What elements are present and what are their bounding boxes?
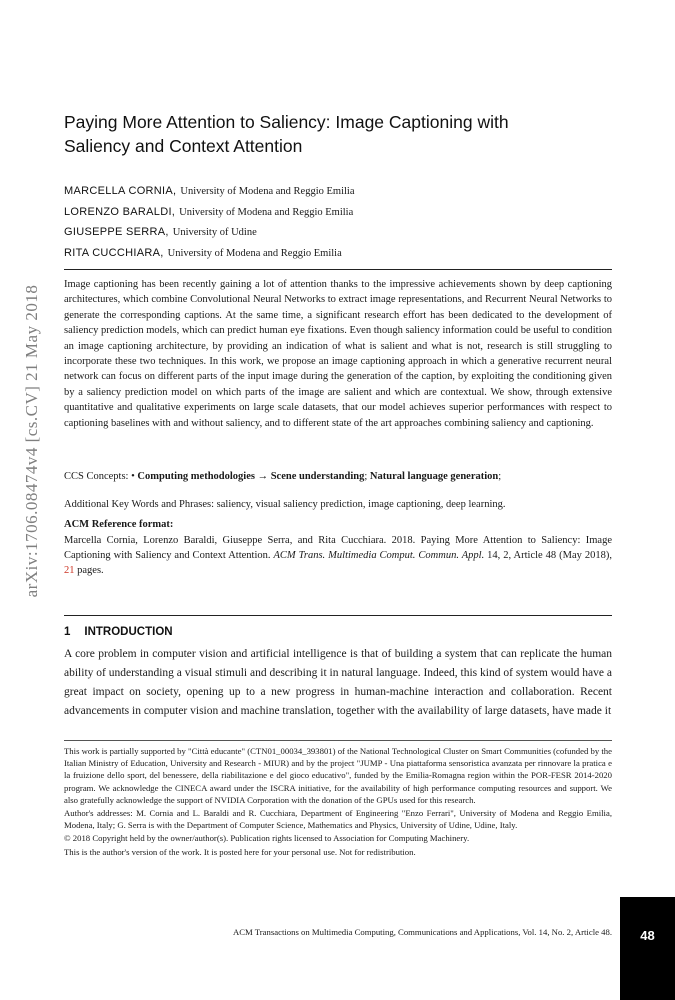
reference-pages-link[interactable]: 21 [64, 565, 75, 576]
ccs-concepts [64, 469, 612, 484]
acm-reference-heading: ACM Reference format: [64, 519, 174, 530]
author-affiliation: University of Modena and Reggio Emilia [180, 186, 355, 197]
introduction-paragraph: A core problem in computer vision and artificial intelligence is that of building a system that can replicate the human ability of understanding a visual stimuli and describing it in natural language. Indeed, this kind of system would have a great impact on society, opening up to a new progress in human-machine interaction and collaboration. Recent advancements in computer vision and machine translation, together with the availability of large datasets, have made it [64, 648, 612, 717]
footnote-block [64, 745, 612, 859]
paper-title: Paying More Attention to Saliency: Image Captioning with Saliency and Context Attention [64, 112, 509, 156]
author-line [64, 181, 612, 202]
author-line [64, 243, 612, 264]
footnote-version: This is the author's version of the work. It is posted here for your personal use. Not for redistribution. [64, 846, 416, 857]
author-name: RITA CUCCHIARA, [64, 246, 164, 259]
divider-top [64, 269, 612, 270]
ccs-concept: Computing methodologies [137, 471, 255, 482]
ccs-concept: Natural language generation [369, 471, 499, 482]
arxiv-watermark: arXiv:1706.08474v4 [cs.CV] 21 May 2018 [22, 284, 41, 598]
author-affiliation: University of Modena and Reggio Emilia [167, 247, 342, 259]
ccs-end: ; [498, 471, 502, 482]
page-number-box [620, 897, 675, 1000]
footnote-addresses: Author's addresses: M. Cornia and L. Baraldi and R. Cucchiara, Department of Engineering "Enzo Ferrari", University of Modena and Reggio Emilia, Modena, Italy; G. Serra is with the Department of Computer Science, Mathematics and Physics, University of Udine, Udine, Italy. [64, 808, 612, 831]
ccs-bullet: • [131, 471, 138, 482]
page-number: 48 [640, 928, 655, 943]
ccs-concept: Scene understanding [270, 471, 365, 482]
journal-footer: ACM Transactions on Multimedia Computing, Communications and Applications, Vol. 14, No. 2, Article 48. [232, 927, 612, 937]
ccs-arrow: → [254, 471, 271, 482]
author-line [64, 222, 612, 243]
footnote-divider [64, 740, 612, 741]
section-title: INTRODUCTION [84, 626, 173, 638]
ccs-label: CCS Concepts: [64, 471, 132, 482]
reference-citation: Marcella Cornia, Lorenzo Baraldi, Giuseppe Serra, and Rita Cucchiara. 2018. Paying More Attention to Saliency: Image Captioning with Saliency and Context Attention. [64, 535, 612, 561]
author-name: GIUSEPPE SERRA, [64, 226, 169, 238]
divider-mid [64, 615, 612, 616]
acm-reference-text [64, 533, 612, 578]
footnote-copyright: © 2018 Copyright held by the owner/author(s). Publication rights licensed to Association for Computing Machinery. [64, 833, 470, 844]
reference-pages-suffix: pages. [74, 565, 104, 576]
abstract-text: Image captioning has been recently gaining a lot of attention thanks to the impressive achievements shown by deep captioning architectures, which combine Convolutional Neural Networks to extract image representations, and Recurrent Neural Networks to generate the corresponding captions. At the same time, a significant research effort has been dedicated to the development of saliency prediction models, which can predict human eye fixations. Even though saliency information could be useful to condition an image captioning architecture, by providing an indication of what is salient and what is not, research is still struggling to incorporate these two techniques. In this work, we propose an image captioning approach in which a generative recurrent neural network can focus on different parts of the input image during the generation of the caption, by exploiting the conditioning given by a saliency prediction model on which parts of the image are salient and which are contextual. We show, through extensive quantitative and qualitative experiments on large scale datasets, that our model achieves superior performances with respect to captioning baselines with and without saliency, and to different state of the art approaches combining saliency and captioning. [64, 279, 612, 429]
section-heading [64, 626, 612, 638]
reference-journal: ACM Trans. Multimedia Comput. Commun. Appl. [273, 550, 485, 561]
author-line [64, 202, 612, 223]
author-affiliation: University of Modena and Reggio Emilia [179, 206, 354, 218]
keywords-line: Additional Key Words and Phrases: saliency, visual saliency prediction, image captioning, deep learning. [64, 499, 506, 510]
ccs-separator: ; [364, 471, 370, 482]
author-affiliation: University of Udine [172, 227, 257, 238]
author-name: MARCELLA CORNIA, [64, 185, 177, 197]
footnote-support: This work is partially supported by "Città educante" (CTN01_00034_393801) of the National Technological Cluster on Smart Communities (cofunded by the Italian Ministry of Education, University and Research - MIUR) and by the project "JUMP - Una piattaforma sensoristica avanzata per rinnovare la pratica e la fruizione dello sport, del benessere, della riabilitazione e del gioco educativo", funded by the Emilia-Romagna region within the POR-FESR 2014-2020 program. We acknowledge the CINECA award under the ISCRA initiative, for the availability of high performance computing resources and support. We also gratefully acknowledge the support of NVIDIA Corporation with the donation of the GPUs used for this research. [64, 746, 612, 805]
author-name: LORENZO BARALDI, [64, 205, 176, 218]
author-list [64, 181, 612, 263]
reference-volume: 14, 2, Article 48 (May 2018), [484, 550, 613, 561]
section-number: 1 [64, 626, 71, 638]
